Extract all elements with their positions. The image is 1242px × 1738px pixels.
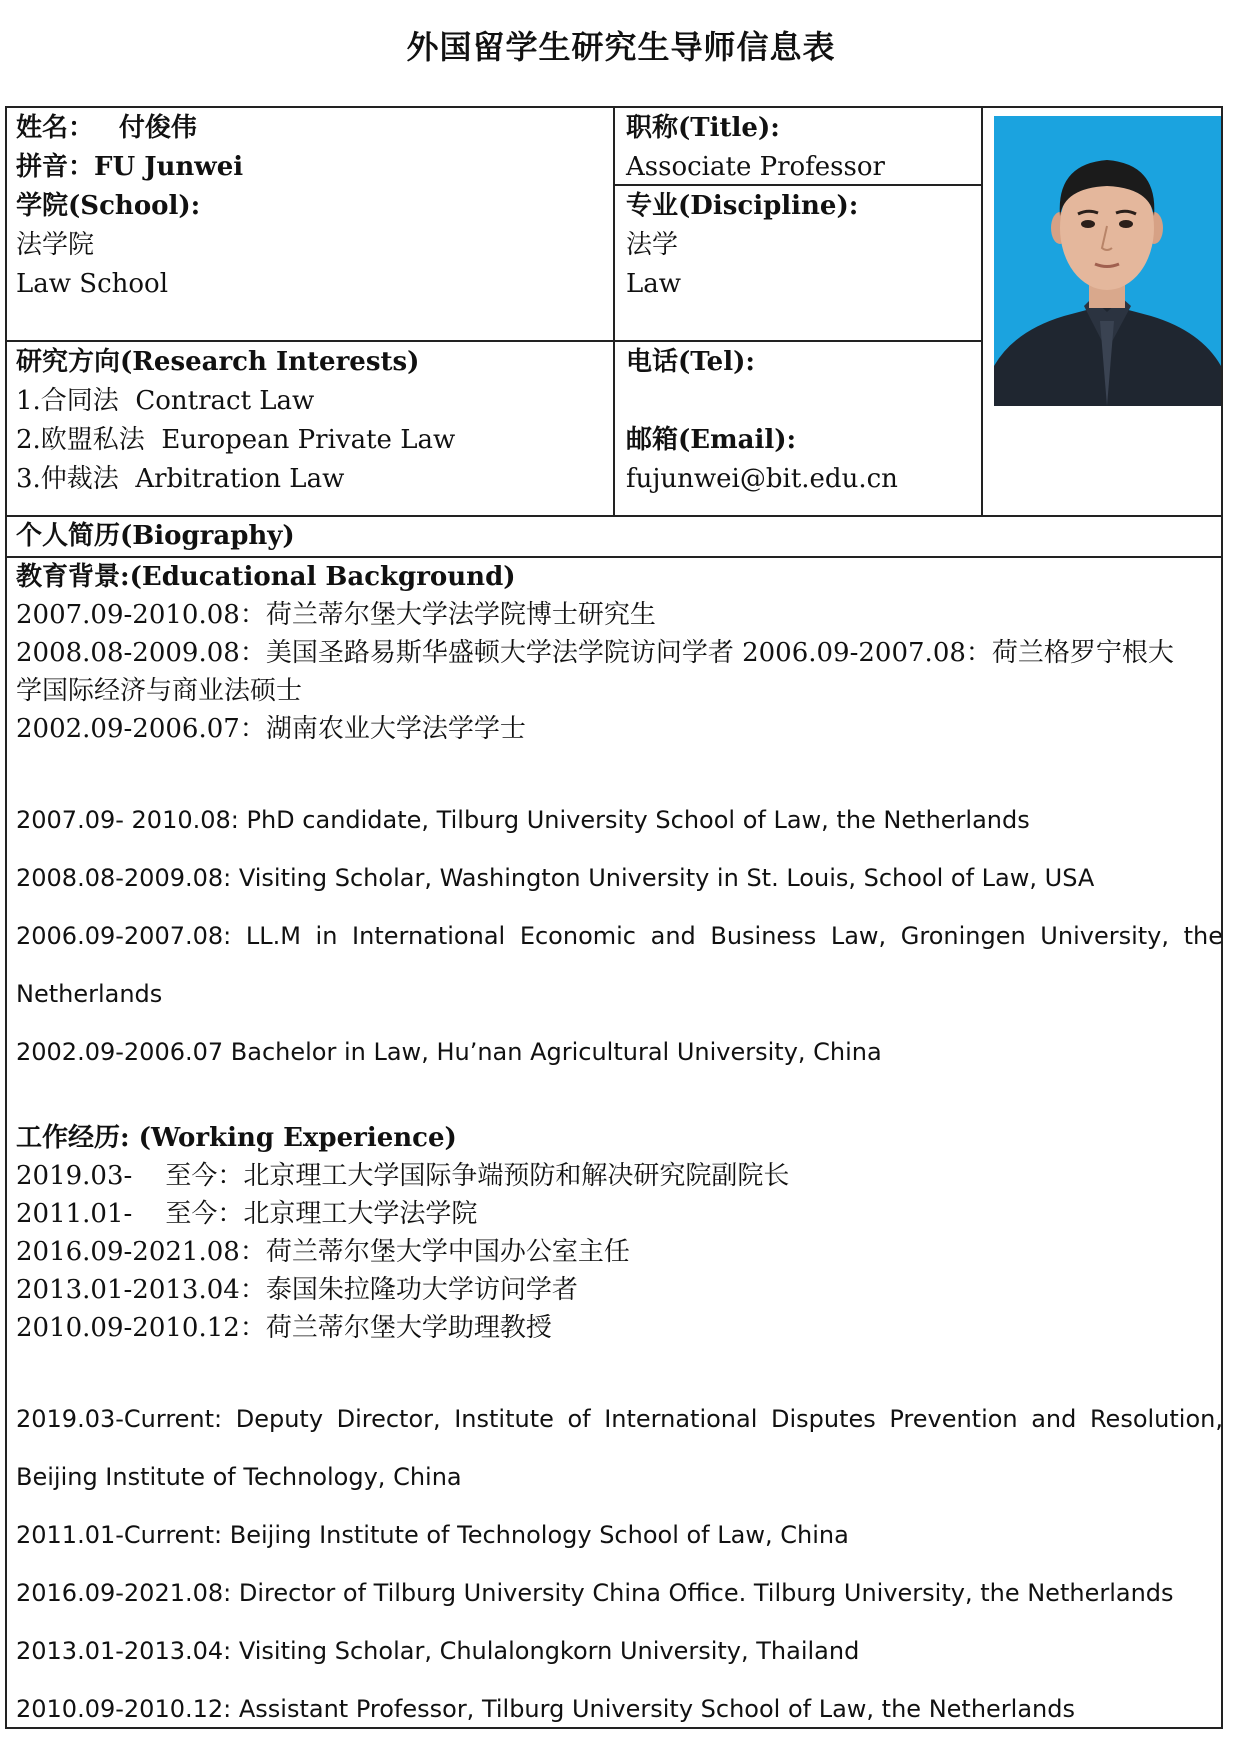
work-section xyxy=(16,1119,1226,1347)
research-item: 2.欧盟私法 European Private Law xyxy=(16,425,456,455)
tel-label: 电话(Tel): xyxy=(626,347,755,377)
name-label: 姓名： xyxy=(16,113,95,143)
education-cn-item: 学国际经济与商业法硕士 xyxy=(16,676,303,706)
research-item: 3.仲裁法 Arbitration Law xyxy=(16,464,345,494)
education-cn-item: 2002.09-2006.07：湖南农业大学法学学士 xyxy=(16,714,526,744)
person-portrait-icon xyxy=(994,116,1221,406)
school-cn: 法学院 xyxy=(16,230,95,260)
discipline-cn: 法学 xyxy=(626,230,679,260)
work-cn-item: 2019.03- 至今：北京理工大学国际争端预防和解决研究院副院长 xyxy=(16,1161,790,1191)
work-cn-item: 2016.09-2021.08：荷兰蒂尔堡大学中国办公室主任 xyxy=(16,1237,630,1267)
work-cn-item: 2010.09-2010.12：荷兰蒂尔堡大学助理教授 xyxy=(16,1313,552,1343)
biography-label: 个人简历(Biography) xyxy=(16,521,295,551)
education-en-item: 2008.08-2009.08: Visiting Scholar, Washington University in St. Louis, School of Law, USA xyxy=(16,864,1095,892)
page-title: 外国留学生研究生导师信息表 xyxy=(406,28,836,66)
divider xyxy=(5,340,982,342)
divider xyxy=(613,106,615,516)
title-label: 职称(Title): xyxy=(626,113,780,143)
research-item: 1.合同法 Contract Law xyxy=(16,386,315,416)
school-label: 学院(School): xyxy=(16,191,201,221)
education-en-item: 2007.09- 2010.08: PhD candidate, Tilburg University School of Law, the Netherlands xyxy=(16,806,1030,834)
research-label: 研究方向(Research Interests) xyxy=(16,347,420,377)
work-cn-item: 2011.01- 至今：北京理工大学法学院 xyxy=(16,1199,478,1229)
email-value[interactable]: fujunwei@bit.edu.cn xyxy=(626,464,898,494)
work-en-item: 2016.09-2021.08: Director of Tilburg University China Office. Tilburg University, the Netherlands xyxy=(16,1579,1174,1607)
work-en-list xyxy=(16,1390,1223,1738)
education-en-list xyxy=(16,791,1223,1081)
education-en-item: 2002.09-2006.07 Bachelor in Law, Hu’nan Agricultural University, China xyxy=(16,1038,882,1066)
work-en-item: 2011.01-Current: Beijing Institute of Technology School of Law, China xyxy=(16,1521,849,1549)
title-value: Associate Professor xyxy=(626,152,885,182)
email-label: 邮箱(Email): xyxy=(626,425,797,455)
pinyin-row xyxy=(16,148,243,187)
discipline-label: 专业(Discipline): xyxy=(626,191,859,221)
name-value: 付俊伟 xyxy=(118,113,197,143)
education-en-item: 2006.09-2007.08: LL.M in International Economic and Business Law, Groningen University, the Netherlands xyxy=(16,922,1223,1008)
pinyin-label: 拼音： xyxy=(16,152,95,182)
education-cn-item: 2008.08-2009.08：美国圣路易斯华盛顿大学法学院访问学者 2006.09-2007.08：荷兰格罗宁根大 xyxy=(16,638,1174,668)
pinyin-value: FU Junwei xyxy=(94,152,244,182)
name-row xyxy=(16,109,197,148)
portrait-photo xyxy=(994,116,1221,406)
divider xyxy=(981,106,983,516)
work-cn-item: 2013.01-2013.04：泰国朱拉隆功大学访问学者 xyxy=(16,1275,578,1305)
education-section xyxy=(16,558,1226,748)
work-label: 工作经历: (Working Experience) xyxy=(16,1123,457,1153)
work-en-item: 2019.03-Current: Deputy Director, Institute of International Disputes Prevention and Resolution, Beijing Institute of Technology, China xyxy=(16,1405,1223,1491)
education-label: 教育背景:(Educational Background) xyxy=(16,562,516,592)
discipline-en: Law xyxy=(626,269,682,299)
work-en-item: 2013.01-2013.04: Visiting Scholar, Chulalongkorn University, Thailand xyxy=(16,1637,860,1665)
education-cn-item: 2007.09-2010.08：荷兰蒂尔堡大学法学院博士研究生 xyxy=(16,600,656,630)
work-en-item: 2010.09-2010.12: Assistant Professor, Tilburg University School of Law, the Netherlands xyxy=(16,1695,1075,1723)
school-en: Law School xyxy=(16,269,169,299)
